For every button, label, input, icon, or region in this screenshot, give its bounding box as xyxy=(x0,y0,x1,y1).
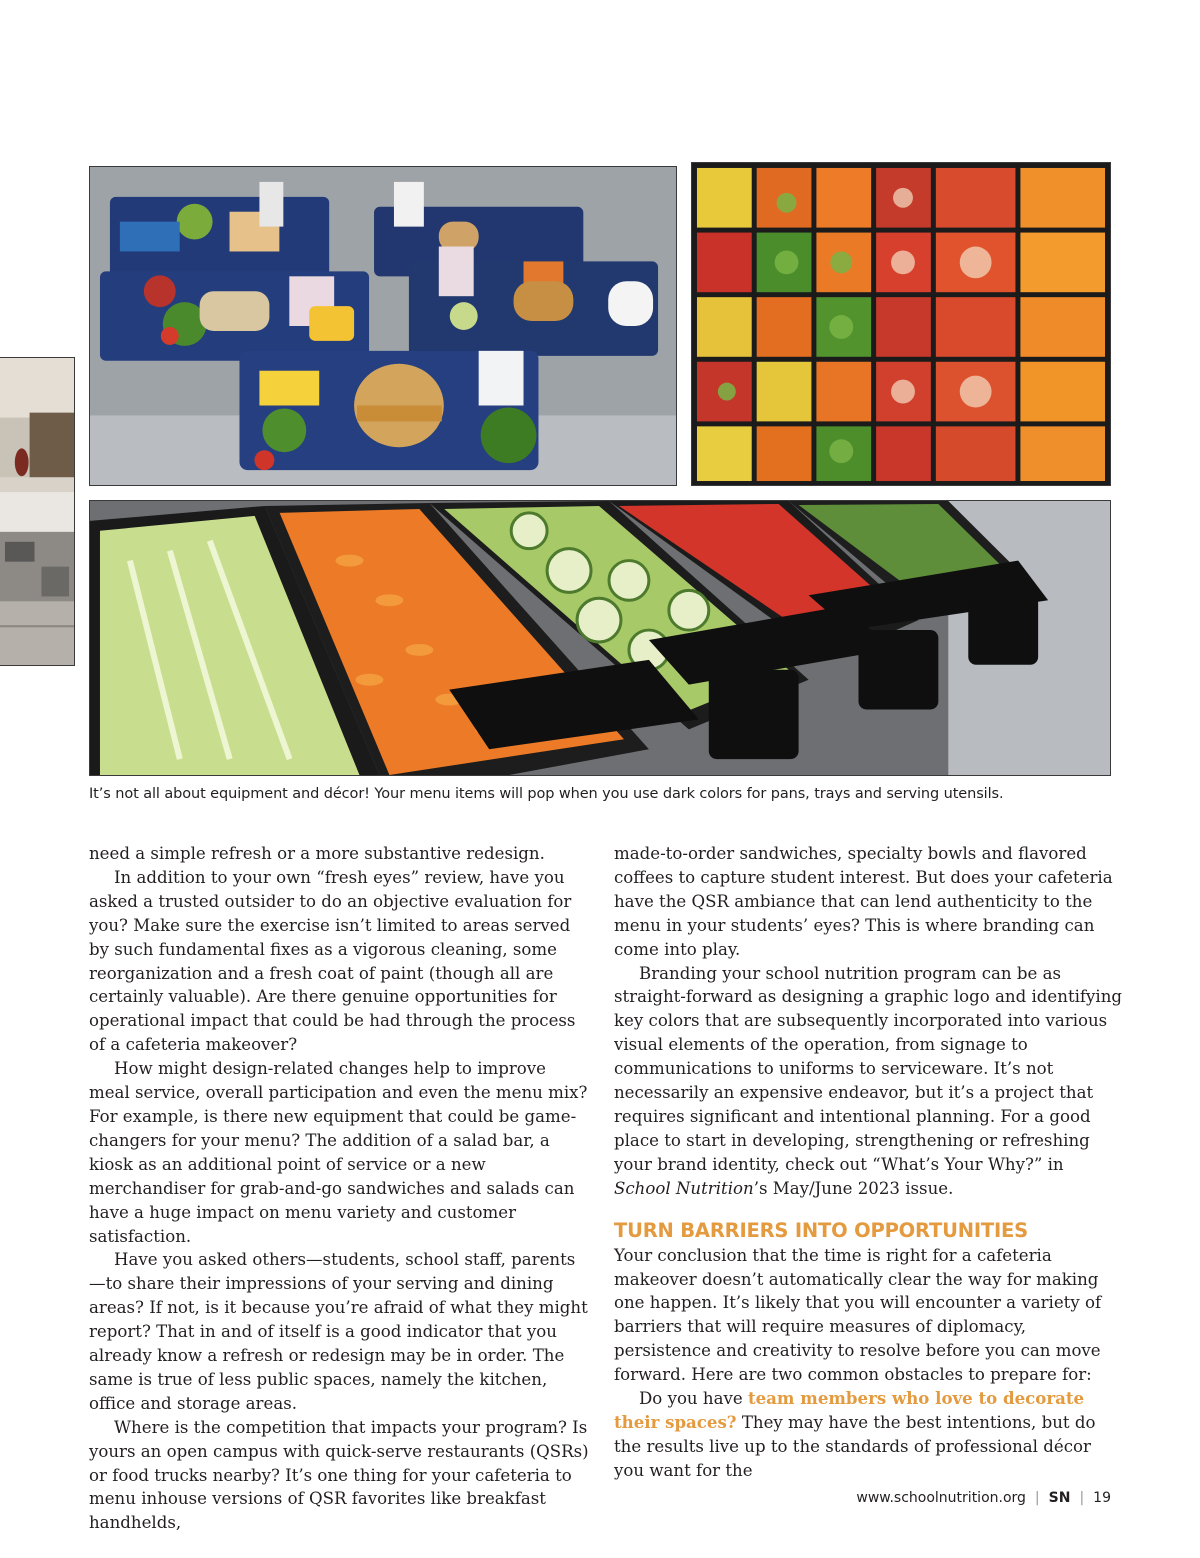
page-number: 19 xyxy=(1093,1490,1111,1506)
cafeteria-interior-photo xyxy=(0,357,75,666)
page-footer xyxy=(856,1490,1111,1506)
fruit-vegetable-cups-photo xyxy=(691,162,1111,486)
article-column-left xyxy=(89,842,589,1535)
paragraph: How might design-related changes help to improve meal service, overall participation and even the menu mix? For example, is there new equipment that could be game-changers for your menu? The addition of a salad bar, a kiosk as an additional point of service or a new merchandiser for grab-and-go sandwiches and salads can have a huge impact on menu variety and customer satisfaction. xyxy=(89,1059,588,1246)
paragraph: Your conclusion that the time is right for a cafeteria makeover doesn’t automatically clear the way for making one happen. It’s likely that you will encounter a variety of barriers that will require measures of diplomacy, persistence and creativity to resolve before you can move forward. Here are two common obstacles to prepare for: xyxy=(614,1245,1102,1385)
magazine-brand: SN xyxy=(1048,1490,1071,1506)
website-url: www.schoolnutrition.org xyxy=(856,1490,1026,1506)
paragraph: made-to-order sandwiches, specialty bowls and flavored coffees to capture student interest. But does your cafeteria have the QSR ambiance that can lend authenticity to the menu in your students’ eyes? This is where branding can come into play. xyxy=(614,844,1113,959)
publication-title: School Nutrition xyxy=(614,1178,754,1198)
paragraph: Where is the competition that impacts your program? Is yours an open campus with quick-serve restaurants (QSRs) or food trucks nearby? It’s one thing for your cafeteria to menu inhouse versions of QSR favorites like breakfast handhelds, xyxy=(89,1417,589,1533)
divider: | xyxy=(1079,1490,1085,1506)
paragraph: In addition to your own “fresh eyes” review, have you asked a trusted outsider to do an objective evaluation for you? Make sure the exercise isn’t limited to areas served by such fundamental fixes as a vigorous cleaning, some reorganization and a fresh coat of paint (though all are certainly valuable). Are there genuine opportunities for operational impact that could be had through the process of a cafeteria makeover? xyxy=(89,867,576,1055)
lunch-trays-photo xyxy=(89,166,677,486)
paragraph: Have you asked others—students, school staff, parents—to share their impressions of your serving and dining areas? If not, is it because you’re afraid of what they might report? That in and of itself is a good indicator that you already know a refresh or redesign may be in order. The same is true of less public spaces, namely the kitchen, office and storage areas. xyxy=(89,1250,588,1413)
photo-caption: It’s not all about equipment and décor! Your menu items will pop when you use dark colors for pans, trays and serving utensils. xyxy=(89,786,1004,802)
highlighted-phrase: team members who love to decorate their spaces? xyxy=(614,1388,1085,1432)
text-run: Branding your school nutrition program can be as straight-forward as designing a graphic logo and identifying key colors that are subsequently incorporated into various visual elements of the operation, from signage to communications to uniforms to serviceware. It’s not necessarily an expensive endeavor, but it’s a project that requires significant and intentional planning. For a good place to start in developing, strengthening or refreshing your brand identity, check out “What’s Your Why?” in xyxy=(614,963,1123,1174)
text-run: Do you have xyxy=(639,1389,748,1409)
article-column-right xyxy=(614,842,1124,1483)
divider: | xyxy=(1034,1490,1040,1506)
salad-bar-photo xyxy=(89,500,1111,776)
paragraph: need a simple refresh or a more substantive redesign. xyxy=(89,844,545,863)
paragraph-team-members xyxy=(614,1387,1124,1483)
text-run: They may have the best intentions, but do the results live up to the standards of professional décor you want for the xyxy=(614,1412,1096,1480)
section-heading: TURN BARRIERS INTO OPPORTUNITIES xyxy=(614,1218,1029,1242)
paragraph-branding xyxy=(614,962,1124,1201)
text-run: ’s May/June 2023 issue. xyxy=(753,1178,954,1198)
